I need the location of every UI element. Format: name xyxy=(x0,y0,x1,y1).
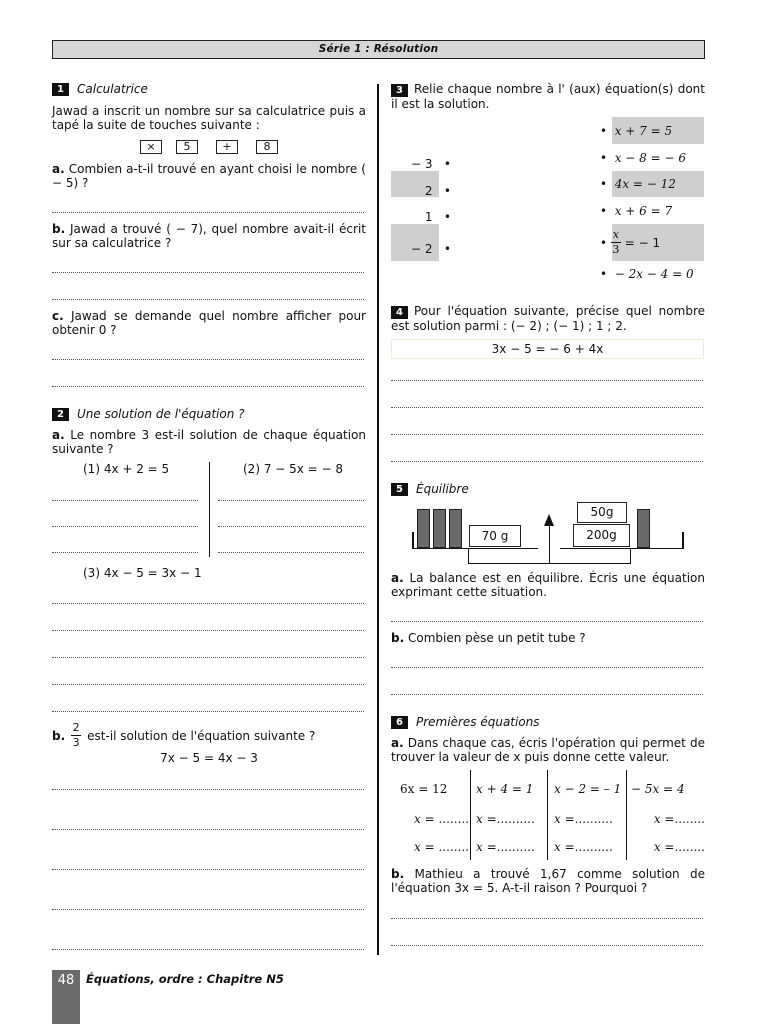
ex1-header xyxy=(52,82,148,96)
ex6-col xyxy=(554,782,630,854)
ex1-question-c xyxy=(52,309,366,337)
ex3-number-item[interactable]: 1 • xyxy=(424,210,451,224)
ex1-number: 1 xyxy=(52,83,69,96)
ex4-intro-text: Pour l'équation suivante, précise quel nombre est solution parmi : (− 2) ; (− 1) ; 1 ; 2. xyxy=(391,304,705,333)
equation-text: x + 7 = 5 xyxy=(614,123,673,138)
ex1-question-b xyxy=(52,222,366,250)
answer-field[interactable]: x =.......... xyxy=(476,840,535,854)
ex3-intro-text: Relie chaque nombre à l' (aux) équation(s) dont il est la solution. xyxy=(391,82,705,111)
fraction-denominator: 3 xyxy=(72,736,80,749)
answer-line[interactable] xyxy=(52,630,364,631)
label-b: b. xyxy=(391,867,405,881)
right-tray xyxy=(560,548,684,549)
ex6-grid xyxy=(391,782,705,862)
ex2-question-b xyxy=(52,722,366,749)
fraction-numerator: x xyxy=(612,228,620,241)
left-tray-edge xyxy=(412,532,414,549)
ex4-number: 4 xyxy=(391,306,408,319)
answer-line[interactable] xyxy=(391,407,703,408)
answer-field[interactable]: x = ........ xyxy=(414,812,469,826)
column-divider xyxy=(377,84,379,955)
fraction-numerator: 2 xyxy=(72,721,80,734)
label-c: c. xyxy=(52,309,64,323)
answer-line[interactable] xyxy=(52,657,364,658)
ex6-qa-text: Dans chaque cas, écris l'opération qui permet de trouver la valeur de x puis donne cette valeur. xyxy=(391,736,705,764)
answer-line[interactable] xyxy=(391,434,703,435)
ex6-equation: 6x = 12 xyxy=(400,782,448,796)
ex3-equation-item[interactable]: • x − 8 = − 6 xyxy=(600,150,686,165)
ex1-keys xyxy=(140,140,290,154)
balance-scale xyxy=(412,503,684,565)
ex4-intro xyxy=(391,304,705,333)
key-plus: + xyxy=(216,140,238,154)
ex6-col xyxy=(631,782,705,854)
equation-text: − 2x − 4 = 0 xyxy=(614,267,694,281)
answer-field[interactable]: x =........ xyxy=(653,812,705,826)
equation-text: = − 1 xyxy=(624,235,661,250)
ex5-number: 5 xyxy=(391,483,408,496)
ex3-equation-item[interactable]: • x + 6 = 7 xyxy=(600,203,673,218)
answer-line[interactable] xyxy=(52,949,364,950)
ex6-question-b xyxy=(391,867,705,895)
right-tray-edge xyxy=(682,532,684,549)
label-a: a. xyxy=(391,571,404,585)
ex3-equation-item[interactable]: • − 2x − 4 = 0 xyxy=(600,267,694,281)
answer-line[interactable] xyxy=(52,684,364,685)
answer-line[interactable] xyxy=(391,380,703,381)
ex5-question-b xyxy=(391,631,705,645)
answer-line[interactable] xyxy=(391,667,703,668)
small-tube xyxy=(637,509,650,548)
answer-line[interactable] xyxy=(391,918,703,919)
answer-line[interactable] xyxy=(218,500,364,501)
ex2-qb-equation: 7x − 5 = 4x − 3 xyxy=(160,751,258,765)
ex6-col xyxy=(476,782,552,854)
left-support xyxy=(468,548,469,564)
answer-line[interactable] xyxy=(52,711,364,712)
key-5: 5 xyxy=(176,140,198,154)
answer-field[interactable]: x =........ xyxy=(653,840,705,854)
page-number: 48 xyxy=(52,970,80,1024)
ex1-intro: Jawad a inscrit un nombre sur sa calculatrice puis a tapé la suite de touches suivante : xyxy=(52,104,366,132)
chapter-title: Équations, ordre : Chapitre N5 xyxy=(86,972,284,986)
equation-text: x − 8 = − 6 xyxy=(614,150,686,165)
ex3-equation-item[interactable]: • x + 7 = 5 xyxy=(600,123,673,138)
answer-line[interactable] xyxy=(52,789,364,790)
ex3-number-item[interactable]: 2 • xyxy=(424,183,451,198)
ex3-equation-item[interactable]: • 4x = − 12 xyxy=(600,177,676,191)
ex2-qb-text: est-il solution de l'équation suivante ? xyxy=(87,728,316,743)
left-tray xyxy=(412,548,538,549)
label-a: a. xyxy=(52,162,65,176)
answer-line[interactable] xyxy=(52,552,198,553)
answer-line[interactable] xyxy=(52,500,198,501)
answer-field[interactable]: x =.......... xyxy=(554,812,613,826)
answer-line[interactable] xyxy=(391,621,703,622)
answer-line[interactable] xyxy=(52,909,364,910)
number-value: − 2 xyxy=(410,241,433,256)
weight-70g: 70 g xyxy=(469,525,521,547)
number-value: 2 xyxy=(424,183,433,198)
number-value: − 3 xyxy=(410,156,433,171)
label-a: a. xyxy=(52,428,65,442)
ex6-question-a xyxy=(391,736,705,764)
answer-field[interactable]: x =.......... xyxy=(476,812,535,826)
answer-line[interactable] xyxy=(52,359,364,360)
ex2-qa-text: Le nombre 3 est-il solution de chaque équation suivante ? xyxy=(52,428,366,456)
small-tube xyxy=(417,509,430,548)
ex1-question-a xyxy=(52,162,366,190)
ex6-qb-text: Mathieu a trouvé 1,67 comme solution de l'équation 3x = 5. A-t-il raison ? Pourquoi ? xyxy=(391,867,705,895)
ex2-header xyxy=(52,407,245,421)
ex6-equation: x − 2 = – 1 xyxy=(554,782,622,796)
ex1-title: Calculatrice xyxy=(77,82,148,96)
ex5-header xyxy=(391,482,469,496)
answer-line[interactable] xyxy=(52,212,364,213)
answer-line[interactable] xyxy=(218,526,364,527)
ex3-intro xyxy=(391,82,705,111)
number-value: 1 xyxy=(424,210,433,224)
ex3-equation-list xyxy=(600,117,710,287)
weight-50g: 50g xyxy=(577,502,627,523)
ex3-number-item[interactable]: − 3 • xyxy=(410,156,451,171)
answer-line[interactable] xyxy=(52,869,364,870)
ex2-question-a xyxy=(52,428,366,456)
ex1-qc-text: Jawad se demande quel nombre afficher pour obtenir 0 ? xyxy=(52,309,366,337)
answer-field[interactable]: x =.......... xyxy=(554,840,613,854)
fraction-denominator: 3 xyxy=(612,243,620,256)
key-8: 8 xyxy=(256,140,278,154)
small-tube xyxy=(449,509,462,548)
ex3-number-list xyxy=(391,150,451,267)
weight-200g: 200g xyxy=(573,524,630,547)
ex3-equation-item[interactable]: • $\frac{x}{3}$ = − 1 xyxy=(600,228,661,256)
fraction-two-thirds xyxy=(71,722,81,749)
equation-text: x + 6 = 7 xyxy=(614,203,673,218)
ex3-number-item[interactable]: − 2 • xyxy=(410,241,451,256)
base-beam xyxy=(468,563,631,564)
ex2-equation-3: (3) 4x − 5 = 3x − 1 xyxy=(83,566,202,580)
answer-line[interactable] xyxy=(52,526,198,527)
answer-field[interactable]: x = ........ xyxy=(414,840,469,854)
answer-line[interactable] xyxy=(218,552,364,553)
answer-line[interactable] xyxy=(52,386,364,387)
answer-line[interactable] xyxy=(391,461,703,462)
ex2-title: Une solution de l'équation ? xyxy=(77,407,245,421)
answer-line[interactable] xyxy=(391,945,703,946)
right-support xyxy=(630,548,631,564)
ex5-title: Équilibre xyxy=(416,482,469,496)
answer-line[interactable] xyxy=(52,299,364,300)
series-banner: Série 1 : Résolution xyxy=(52,40,705,59)
ex5-question-a xyxy=(391,571,705,599)
label-b: b. xyxy=(52,222,66,236)
ex2-separator xyxy=(209,462,210,557)
answer-line[interactable] xyxy=(52,272,364,273)
key-times: × xyxy=(140,140,162,154)
ex5-qb-text: Combien pèse un petit tube ? xyxy=(407,631,586,645)
ex4-equation: 3x − 5 = − 6 + 4x xyxy=(391,339,704,359)
small-tube xyxy=(433,509,446,548)
ex1-qa-text: Combien a-t-il trouvé en ayant choisi le nombre ( − 5) ? xyxy=(52,162,366,190)
ex6-number: 6 xyxy=(391,716,408,729)
pivot-arrow-icon xyxy=(544,514,554,526)
label-a: a. xyxy=(391,736,404,750)
answer-line[interactable] xyxy=(52,603,364,604)
ex6-equation: x + 4 = 1 xyxy=(476,782,534,796)
equation-text: 4x = − 12 xyxy=(614,177,676,191)
label-b: b. xyxy=(52,728,66,743)
ex2-equation-1: (1) 4x + 2 = 5 xyxy=(83,462,170,476)
ex6-title: Premières équations xyxy=(416,715,540,729)
ex6-equation: − 5x = 4 xyxy=(631,782,685,796)
ex6-header xyxy=(391,715,540,729)
ex5-qa-text: La balance est en équilibre. Écris une équation exprimant cette situation. xyxy=(391,571,705,599)
ex2-equation-2: (2) 7 − 5x = − 8 xyxy=(243,462,344,476)
pivot-stem xyxy=(549,525,550,563)
answer-line[interactable] xyxy=(52,829,364,830)
label-b: b. xyxy=(391,631,405,645)
ex2-number: 2 xyxy=(52,408,69,421)
ex3-number: 3 xyxy=(391,84,408,97)
ex6-col xyxy=(400,782,475,854)
ex1-qb-text: Jawad a trouvé ( − 7), quel nombre avait-il écrit sur sa calculatrice ? xyxy=(52,222,366,250)
answer-line[interactable] xyxy=(391,694,703,695)
fraction-x-over-3 xyxy=(611,229,621,256)
